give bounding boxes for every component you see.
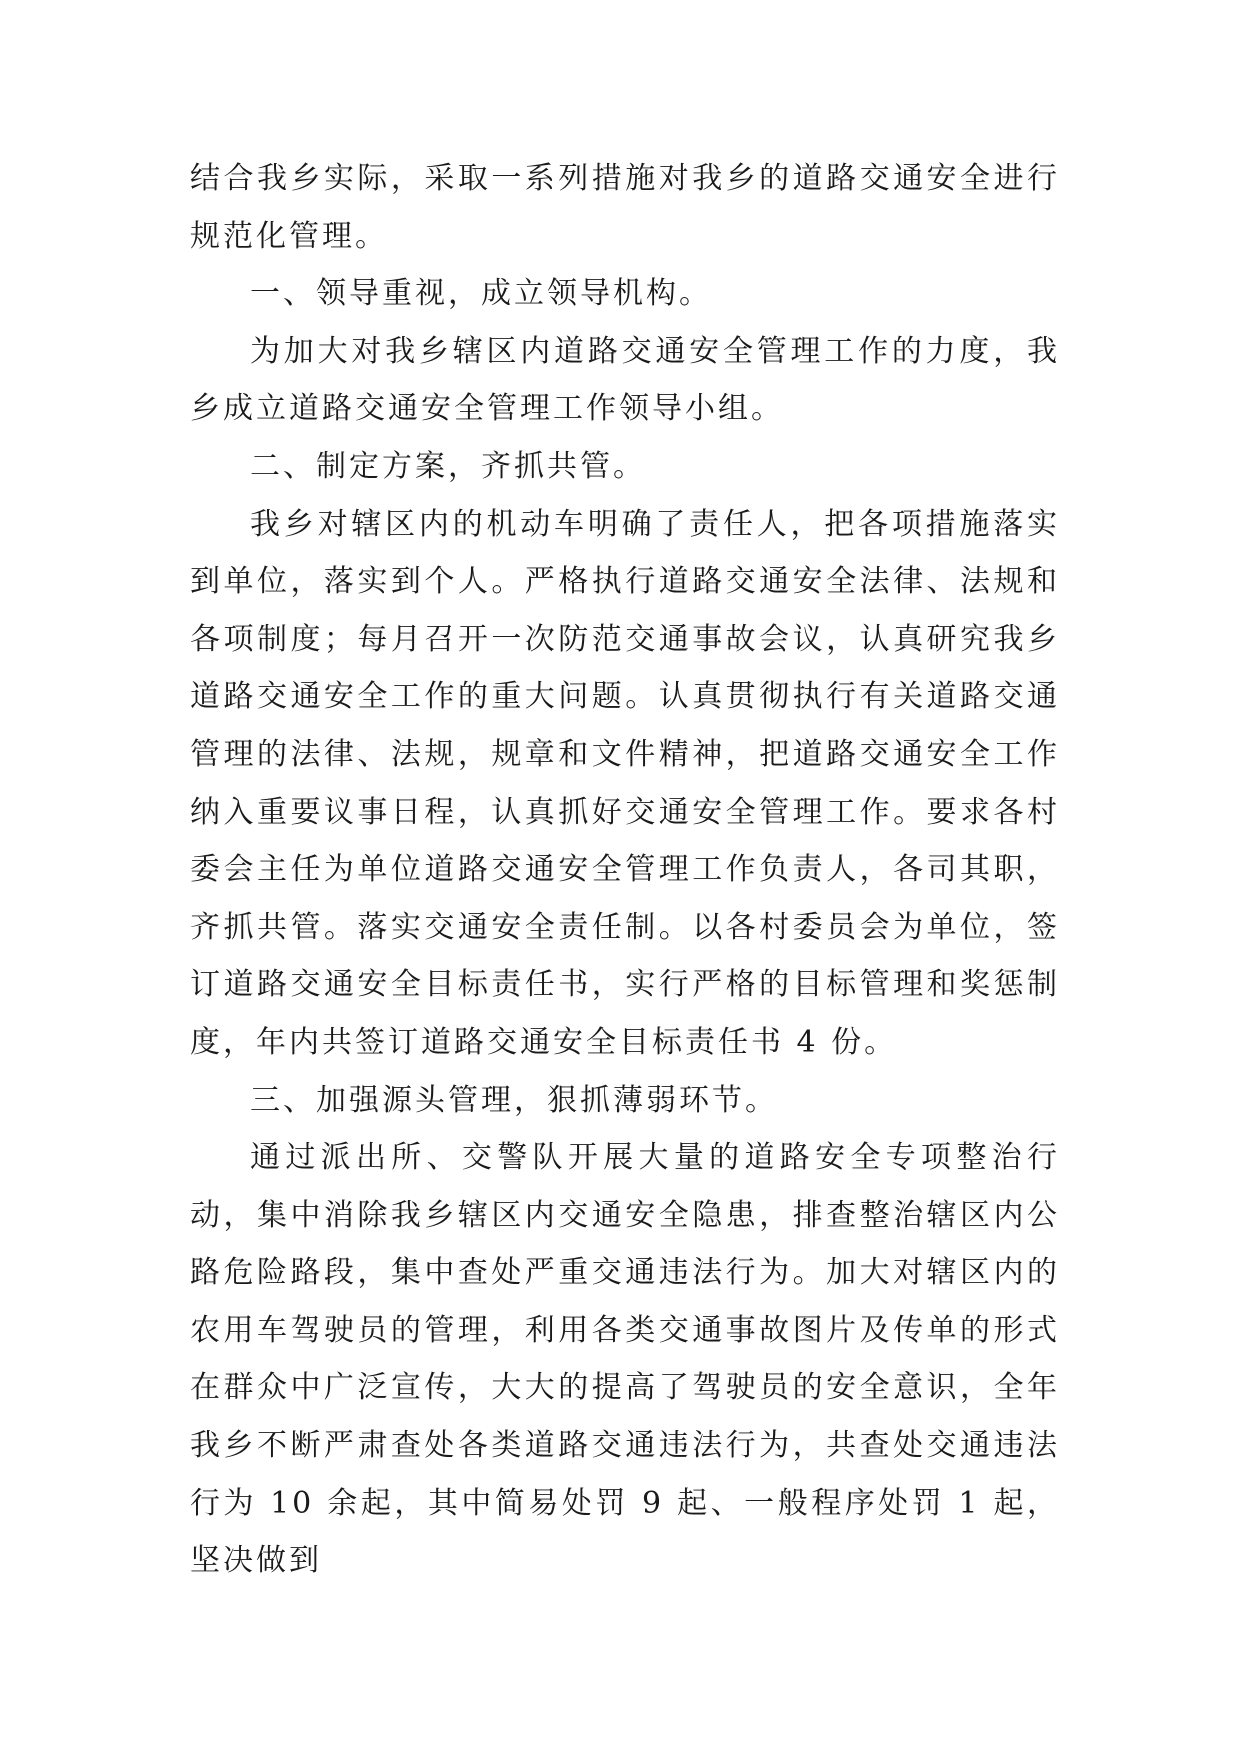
section-heading-1: 一、领导重视，成立领导机构。 [250,276,712,312]
paragraph-2: 我乡对辖区内的机动车明确了责任人，把各项措施落实到单位，落实到个人。严格执行道路交通安全法律、法规和各项制度；每月召开一次防范交通事故会议，认真研究我乡道路交通安全工作的重大问题。认真贯彻执行有关道路交通管理的法律、法规，规章和文件精神，把道路交通安全工作纳入重要议事日程，认真抓好交通安全管理工作。要求各村委会主任为单位道路交通安全管理工作负责人，各司其职，齐抓共管。落实交通安全责任制。以各村委员会为单位，签订道路交通安全目标责任书，实行严格的目标管理和奖惩制度，年内共签订道路交通安全目标责任书 4 份。 [190,506,1060,1060]
paragraph-3: 通过派出所、交警队开展大量的道路安全专项整治行动，集中消除我乡辖区内交通安全隐患，排查整治辖区内公路危险路段，集中查处严重交通违法行为。加大对辖区内的农用车驾驶员的管理，利用各类交通事故图片及传单的形式在群众中广泛宣传，大大的提高了驾驶员的安全意识，全年我乡不断严肃查处各类道路交通违法行为，共查处交通违法行为 10 余起，其中简易处罚 9 起、一般程序处罚 1 起，坚决做到 [190,1140,1060,1579]
paragraph-intro: 结合我乡实际，采取一系列措施对我乡的道路交通安全进行规范化管理。 [190,161,1060,254]
paragraph-1: 为加大对我乡辖区内道路交通安全管理工作的力度，我乡成立道路交通安全管理工作领导小组。 [190,333,1060,427]
document-body [190,150,1060,1590]
section-heading-3: 三、加强源头管理，狠抓薄弱环节。 [250,1082,778,1118]
section-heading-2: 二、制定方案，齐抓共管。 [250,448,646,484]
